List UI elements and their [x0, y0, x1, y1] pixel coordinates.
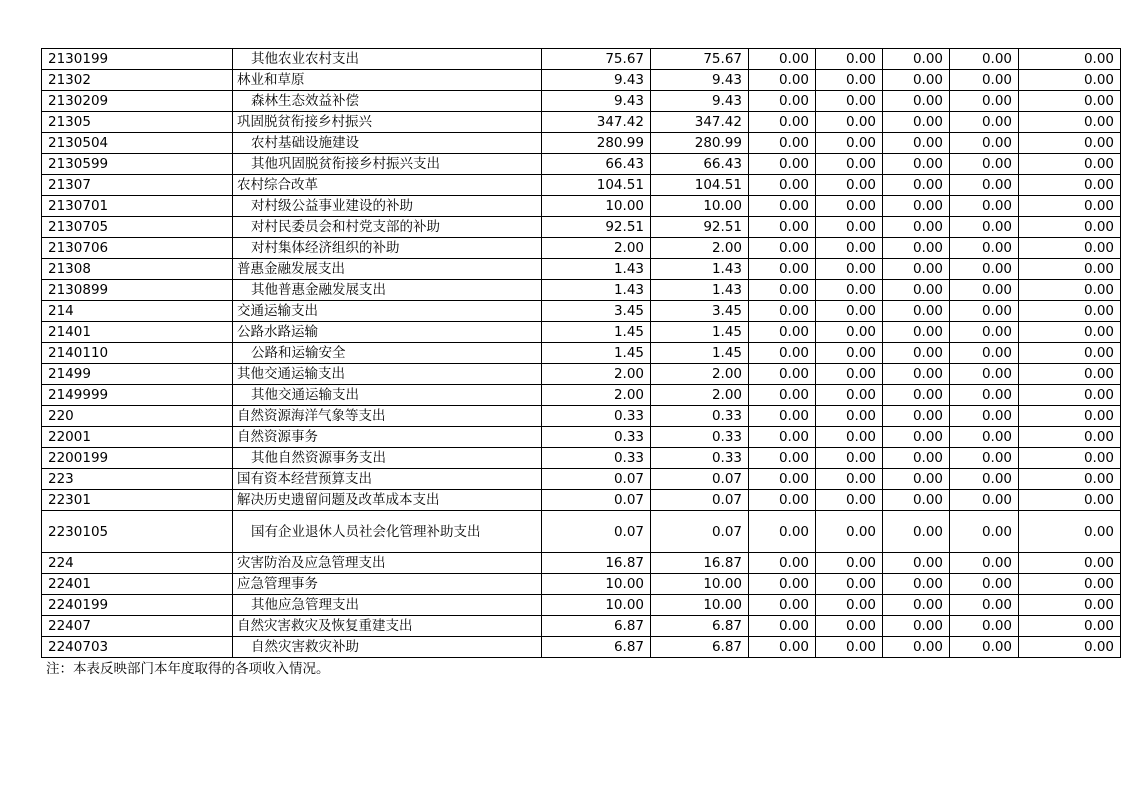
amount-cell: 0.00	[950, 70, 1019, 91]
amount-cell: 0.00	[816, 196, 883, 217]
amount-cell: 0.00	[950, 427, 1019, 448]
subject-code-cell: 2130599	[42, 154, 233, 175]
subject-name-cell: 公路水路运输	[233, 322, 542, 343]
budget-table	[41, 48, 1121, 658]
amount-cell: 0.00	[749, 616, 816, 637]
subject-name-cell: 交通运输支出	[233, 301, 542, 322]
table-row	[42, 217, 1121, 238]
amount-cell: 0.00	[950, 343, 1019, 364]
subject-name-cell: 对村集体经济组织的补助	[233, 238, 542, 259]
amount-cell: 0.00	[749, 553, 816, 574]
amount-cell: 6.87	[651, 616, 749, 637]
amount-cell: 0.07	[651, 511, 749, 553]
amount-cell: 0.00	[816, 217, 883, 238]
subject-code-cell: 2130504	[42, 133, 233, 154]
amount-cell: 0.00	[749, 637, 816, 658]
amount-cell: 1.43	[542, 280, 651, 301]
amount-cell: 0.00	[1019, 70, 1121, 91]
amount-cell: 0.00	[749, 406, 816, 427]
amount-cell: 0.00	[816, 49, 883, 70]
amount-cell: 0.00	[816, 91, 883, 112]
amount-cell: 280.99	[651, 133, 749, 154]
amount-cell: 75.67	[651, 49, 749, 70]
amount-cell: 0.00	[1019, 280, 1121, 301]
amount-cell: 0.00	[950, 238, 1019, 259]
subject-code-cell: 22407	[42, 616, 233, 637]
amount-cell: 1.45	[542, 343, 651, 364]
amount-cell: 0.00	[950, 637, 1019, 658]
amount-cell: 0.00	[1019, 448, 1121, 469]
subject-name-cell: 林业和草原	[233, 70, 542, 91]
amount-cell: 0.00	[1019, 637, 1121, 658]
amount-cell: 1.45	[651, 322, 749, 343]
amount-cell: 0.00	[950, 574, 1019, 595]
amount-cell: 0.00	[1019, 406, 1121, 427]
amount-cell: 2.00	[542, 238, 651, 259]
amount-cell: 0.00	[950, 259, 1019, 280]
subject-name-cell: 对村级公益事业建设的补助	[233, 196, 542, 217]
amount-cell: 0.00	[749, 91, 816, 112]
amount-cell: 2.00	[651, 364, 749, 385]
amount-cell: 0.00	[883, 343, 950, 364]
amount-cell: 0.00	[749, 175, 816, 196]
table-row	[42, 427, 1121, 448]
amount-cell: 0.00	[883, 385, 950, 406]
amount-cell: 0.00	[749, 112, 816, 133]
subject-name-cell: 其他自然资源事务支出	[233, 448, 542, 469]
amount-cell: 92.51	[542, 217, 651, 238]
table-row	[42, 196, 1121, 217]
amount-cell: 0.00	[883, 49, 950, 70]
table-row	[42, 154, 1121, 175]
amount-cell: 0.00	[1019, 301, 1121, 322]
table-row	[42, 637, 1121, 658]
amount-cell: 0.00	[816, 448, 883, 469]
amount-cell: 0.00	[749, 238, 816, 259]
amount-cell: 0.00	[1019, 574, 1121, 595]
subject-code-cell: 2130199	[42, 49, 233, 70]
subject-code-cell: 2230105	[42, 511, 233, 553]
subject-code-cell: 22401	[42, 574, 233, 595]
amount-cell: 0.00	[883, 490, 950, 511]
amount-cell: 0.00	[749, 574, 816, 595]
amount-cell: 10.00	[651, 574, 749, 595]
subject-name-cell: 自然资源事务	[233, 427, 542, 448]
amount-cell: 16.87	[651, 553, 749, 574]
amount-cell: 0.00	[749, 490, 816, 511]
amount-cell: 0.00	[1019, 385, 1121, 406]
amount-cell: 104.51	[651, 175, 749, 196]
amount-cell: 0.00	[950, 196, 1019, 217]
amount-cell: 0.07	[651, 490, 749, 511]
amount-cell: 0.00	[816, 322, 883, 343]
amount-cell: 9.43	[542, 70, 651, 91]
subject-name-cell: 普惠金融发展支出	[233, 259, 542, 280]
amount-cell: 0.00	[1019, 259, 1121, 280]
amount-cell: 2.00	[542, 364, 651, 385]
amount-cell: 0.00	[816, 133, 883, 154]
amount-cell: 104.51	[542, 175, 651, 196]
amount-cell: 0.00	[816, 469, 883, 490]
amount-cell: 0.00	[749, 385, 816, 406]
amount-cell: 10.00	[542, 574, 651, 595]
amount-cell: 0.00	[749, 70, 816, 91]
amount-cell: 0.00	[883, 637, 950, 658]
amount-cell: 0.33	[651, 427, 749, 448]
amount-cell: 0.00	[883, 616, 950, 637]
table-body	[42, 49, 1121, 658]
amount-cell: 9.43	[651, 70, 749, 91]
amount-cell: 0.00	[1019, 469, 1121, 490]
subject-name-cell: 公路和运输安全	[233, 343, 542, 364]
table-footnote: 注：本表反映部门本年度取得的各项收入情况。	[46, 661, 330, 677]
amount-cell: 6.87	[542, 616, 651, 637]
amount-cell: 0.00	[950, 91, 1019, 112]
amount-cell: 0.00	[816, 511, 883, 553]
subject-code-cell: 21308	[42, 259, 233, 280]
amount-cell: 0.00	[950, 154, 1019, 175]
amount-cell: 0.00	[950, 133, 1019, 154]
table-row	[42, 91, 1121, 112]
amount-cell: 0.00	[816, 595, 883, 616]
amount-cell: 0.00	[883, 91, 950, 112]
table-row	[42, 49, 1121, 70]
amount-cell: 6.87	[651, 637, 749, 658]
amount-cell: 0.00	[749, 322, 816, 343]
amount-cell: 0.00	[883, 70, 950, 91]
table-row	[42, 385, 1121, 406]
subject-code-cell: 22301	[42, 490, 233, 511]
amount-cell: 0.00	[883, 595, 950, 616]
amount-cell: 1.45	[651, 343, 749, 364]
amount-cell: 0.00	[816, 259, 883, 280]
subject-name-cell: 国有企业退休人员社会化管理补助支出	[233, 511, 542, 553]
amount-cell: 0.00	[749, 469, 816, 490]
amount-cell: 0.00	[1019, 343, 1121, 364]
amount-cell: 9.43	[651, 91, 749, 112]
amount-cell: 0.07	[542, 511, 651, 553]
amount-cell: 0.00	[883, 553, 950, 574]
amount-cell: 0.00	[883, 469, 950, 490]
amount-cell: 0.00	[1019, 364, 1121, 385]
amount-cell: 0.00	[816, 301, 883, 322]
amount-cell: 0.00	[1019, 196, 1121, 217]
amount-cell: 0.00	[1019, 322, 1121, 343]
amount-cell: 0.00	[883, 427, 950, 448]
amount-cell: 0.00	[816, 427, 883, 448]
amount-cell: 0.00	[816, 616, 883, 637]
amount-cell: 0.33	[651, 406, 749, 427]
table-row	[42, 238, 1121, 259]
amount-cell: 10.00	[542, 595, 651, 616]
amount-cell: 0.00	[1019, 511, 1121, 553]
amount-cell: 0.00	[883, 511, 950, 553]
amount-cell: 0.00	[749, 511, 816, 553]
subject-name-cell: 其他巩固脱贫衔接乡村振兴支出	[233, 154, 542, 175]
subject-name-cell: 对村民委员会和村党支部的补助	[233, 217, 542, 238]
amount-cell: 0.00	[883, 406, 950, 427]
table-row	[42, 343, 1121, 364]
subject-code-cell: 21305	[42, 112, 233, 133]
amount-cell: 0.00	[1019, 238, 1121, 259]
subject-code-cell: 2130701	[42, 196, 233, 217]
table-row	[42, 448, 1121, 469]
amount-cell: 75.67	[542, 49, 651, 70]
amount-cell: 9.43	[542, 91, 651, 112]
subject-code-cell: 2130899	[42, 280, 233, 301]
table-row	[42, 616, 1121, 637]
amount-cell: 0.00	[1019, 595, 1121, 616]
subject-code-cell: 21307	[42, 175, 233, 196]
amount-cell: 0.00	[950, 469, 1019, 490]
amount-cell: 0.07	[651, 469, 749, 490]
amount-cell: 347.42	[651, 112, 749, 133]
amount-cell: 0.00	[816, 364, 883, 385]
amount-cell: 0.00	[950, 616, 1019, 637]
subject-name-cell: 其他普惠金融发展支出	[233, 280, 542, 301]
subject-name-cell: 巩固脱贫衔接乡村振兴	[233, 112, 542, 133]
amount-cell: 0.00	[749, 448, 816, 469]
amount-cell: 0.00	[816, 385, 883, 406]
subject-name-cell: 其他应急管理支出	[233, 595, 542, 616]
amount-cell: 0.00	[883, 301, 950, 322]
table-row	[42, 469, 1121, 490]
table-row	[42, 112, 1121, 133]
amount-cell: 0.00	[950, 112, 1019, 133]
amount-cell: 0.00	[950, 217, 1019, 238]
subject-name-cell: 其他交通运输支出	[233, 364, 542, 385]
subject-name-cell: 农村综合改革	[233, 175, 542, 196]
amount-cell: 1.43	[651, 259, 749, 280]
amount-cell: 0.00	[816, 490, 883, 511]
amount-cell: 280.99	[542, 133, 651, 154]
amount-cell: 10.00	[542, 196, 651, 217]
subject-name-cell: 森林生态效益补偿	[233, 91, 542, 112]
subject-code-cell: 21499	[42, 364, 233, 385]
amount-cell: 0.00	[816, 637, 883, 658]
amount-cell: 0.00	[1019, 91, 1121, 112]
amount-cell: 0.00	[816, 343, 883, 364]
subject-code-cell: 21401	[42, 322, 233, 343]
subject-code-cell: 214	[42, 301, 233, 322]
amount-cell: 66.43	[542, 154, 651, 175]
amount-cell: 0.00	[1019, 175, 1121, 196]
amount-cell: 10.00	[651, 595, 749, 616]
amount-cell: 0.00	[749, 364, 816, 385]
amount-cell: 0.00	[950, 490, 1019, 511]
subject-name-cell: 其他交通运输支出	[233, 385, 542, 406]
subject-name-cell: 自然资源海洋气象等支出	[233, 406, 542, 427]
table-row	[42, 259, 1121, 280]
subject-name-cell: 解决历史遗留问题及改革成本支出	[233, 490, 542, 511]
table-row	[42, 490, 1121, 511]
amount-cell: 3.45	[651, 301, 749, 322]
subject-code-cell: 21302	[42, 70, 233, 91]
table-row	[42, 511, 1121, 553]
subject-code-cell: 2130209	[42, 91, 233, 112]
subject-code-cell: 223	[42, 469, 233, 490]
amount-cell: 0.00	[883, 574, 950, 595]
amount-cell: 0.33	[542, 448, 651, 469]
amount-cell: 0.00	[749, 280, 816, 301]
amount-cell: 0.00	[883, 259, 950, 280]
amount-cell: 0.00	[883, 217, 950, 238]
budget-sheet	[41, 48, 1121, 678]
table-row	[42, 364, 1121, 385]
amount-cell: 0.33	[651, 448, 749, 469]
subject-name-cell: 灾害防治及应急管理支出	[233, 553, 542, 574]
amount-cell: 2.00	[542, 385, 651, 406]
table-row	[42, 70, 1121, 91]
subject-name-cell: 自然灾害救灾补助	[233, 637, 542, 658]
amount-cell: 0.00	[749, 196, 816, 217]
amount-cell: 1.43	[651, 280, 749, 301]
amount-cell: 0.00	[749, 595, 816, 616]
amount-cell: 0.00	[1019, 49, 1121, 70]
amount-cell: 0.07	[542, 490, 651, 511]
table-row	[42, 280, 1121, 301]
subject-name-cell: 应急管理事务	[233, 574, 542, 595]
amount-cell: 0.00	[816, 574, 883, 595]
amount-cell: 0.00	[950, 553, 1019, 574]
subject-code-cell: 2200199	[42, 448, 233, 469]
table-row	[42, 175, 1121, 196]
amount-cell: 0.00	[1019, 616, 1121, 637]
amount-cell: 0.00	[950, 448, 1019, 469]
amount-cell: 0.00	[950, 322, 1019, 343]
subject-code-cell: 220	[42, 406, 233, 427]
table-row	[42, 301, 1121, 322]
amount-cell: 0.33	[542, 427, 651, 448]
amount-cell: 0.00	[1019, 427, 1121, 448]
amount-cell: 16.87	[542, 553, 651, 574]
subject-name-cell: 国有资本经营预算支出	[233, 469, 542, 490]
amount-cell: 0.00	[950, 511, 1019, 553]
subject-code-cell: 2240199	[42, 595, 233, 616]
amount-cell: 0.00	[883, 364, 950, 385]
amount-cell: 0.00	[816, 553, 883, 574]
amount-cell: 2.00	[651, 385, 749, 406]
amount-cell: 0.00	[749, 154, 816, 175]
amount-cell: 0.00	[883, 133, 950, 154]
amount-cell: 0.00	[883, 196, 950, 217]
amount-cell: 3.45	[542, 301, 651, 322]
amount-cell: 0.00	[1019, 490, 1121, 511]
amount-cell: 10.00	[651, 196, 749, 217]
amount-cell: 0.00	[1019, 112, 1121, 133]
amount-cell: 0.00	[950, 175, 1019, 196]
amount-cell: 0.00	[950, 385, 1019, 406]
amount-cell: 0.00	[883, 448, 950, 469]
table-row	[42, 595, 1121, 616]
amount-cell: 0.00	[749, 343, 816, 364]
amount-cell: 0.00	[883, 322, 950, 343]
subject-name-cell: 农村基础设施建设	[233, 133, 542, 154]
subject-code-cell: 2240703	[42, 637, 233, 658]
amount-cell: 0.07	[542, 469, 651, 490]
amount-cell: 2.00	[651, 238, 749, 259]
amount-cell: 0.33	[542, 406, 651, 427]
amount-cell: 0.00	[883, 112, 950, 133]
table-row	[42, 553, 1121, 574]
amount-cell: 0.00	[816, 406, 883, 427]
subject-code-cell: 2130706	[42, 238, 233, 259]
subject-code-cell: 2140110	[42, 343, 233, 364]
amount-cell: 347.42	[542, 112, 651, 133]
table-row	[42, 133, 1121, 154]
amount-cell: 0.00	[950, 280, 1019, 301]
amount-cell: 0.00	[883, 175, 950, 196]
amount-cell: 0.00	[749, 259, 816, 280]
amount-cell: 0.00	[749, 49, 816, 70]
amount-cell: 66.43	[651, 154, 749, 175]
amount-cell: 0.00	[950, 406, 1019, 427]
table-row	[42, 322, 1121, 343]
amount-cell: 1.45	[542, 322, 651, 343]
amount-cell: 0.00	[816, 175, 883, 196]
table-row	[42, 406, 1121, 427]
amount-cell: 0.00	[950, 364, 1019, 385]
amount-cell: 0.00	[816, 280, 883, 301]
amount-cell: 0.00	[883, 280, 950, 301]
amount-cell: 0.00	[749, 301, 816, 322]
subject-name-cell: 自然灾害救灾及恢复重建支出	[233, 616, 542, 637]
amount-cell: 0.00	[883, 238, 950, 259]
subject-code-cell: 224	[42, 553, 233, 574]
amount-cell: 0.00	[816, 70, 883, 91]
subject-code-cell: 22001	[42, 427, 233, 448]
amount-cell: 1.43	[542, 259, 651, 280]
amount-cell: 0.00	[1019, 553, 1121, 574]
subject-code-cell: 2130705	[42, 217, 233, 238]
amount-cell: 0.00	[950, 49, 1019, 70]
subject-name-cell: 其他农业农村支出	[233, 49, 542, 70]
amount-cell: 6.87	[542, 637, 651, 658]
amount-cell: 0.00	[950, 595, 1019, 616]
amount-cell: 0.00	[749, 133, 816, 154]
amount-cell: 0.00	[816, 238, 883, 259]
amount-cell: 92.51	[651, 217, 749, 238]
table-row	[42, 574, 1121, 595]
subject-code-cell: 2149999	[42, 385, 233, 406]
amount-cell: 0.00	[950, 301, 1019, 322]
amount-cell: 0.00	[1019, 217, 1121, 238]
amount-cell: 0.00	[1019, 133, 1121, 154]
amount-cell: 0.00	[749, 217, 816, 238]
amount-cell: 0.00	[816, 154, 883, 175]
amount-cell: 0.00	[883, 154, 950, 175]
amount-cell: 0.00	[1019, 154, 1121, 175]
amount-cell: 0.00	[749, 427, 816, 448]
amount-cell: 0.00	[816, 112, 883, 133]
